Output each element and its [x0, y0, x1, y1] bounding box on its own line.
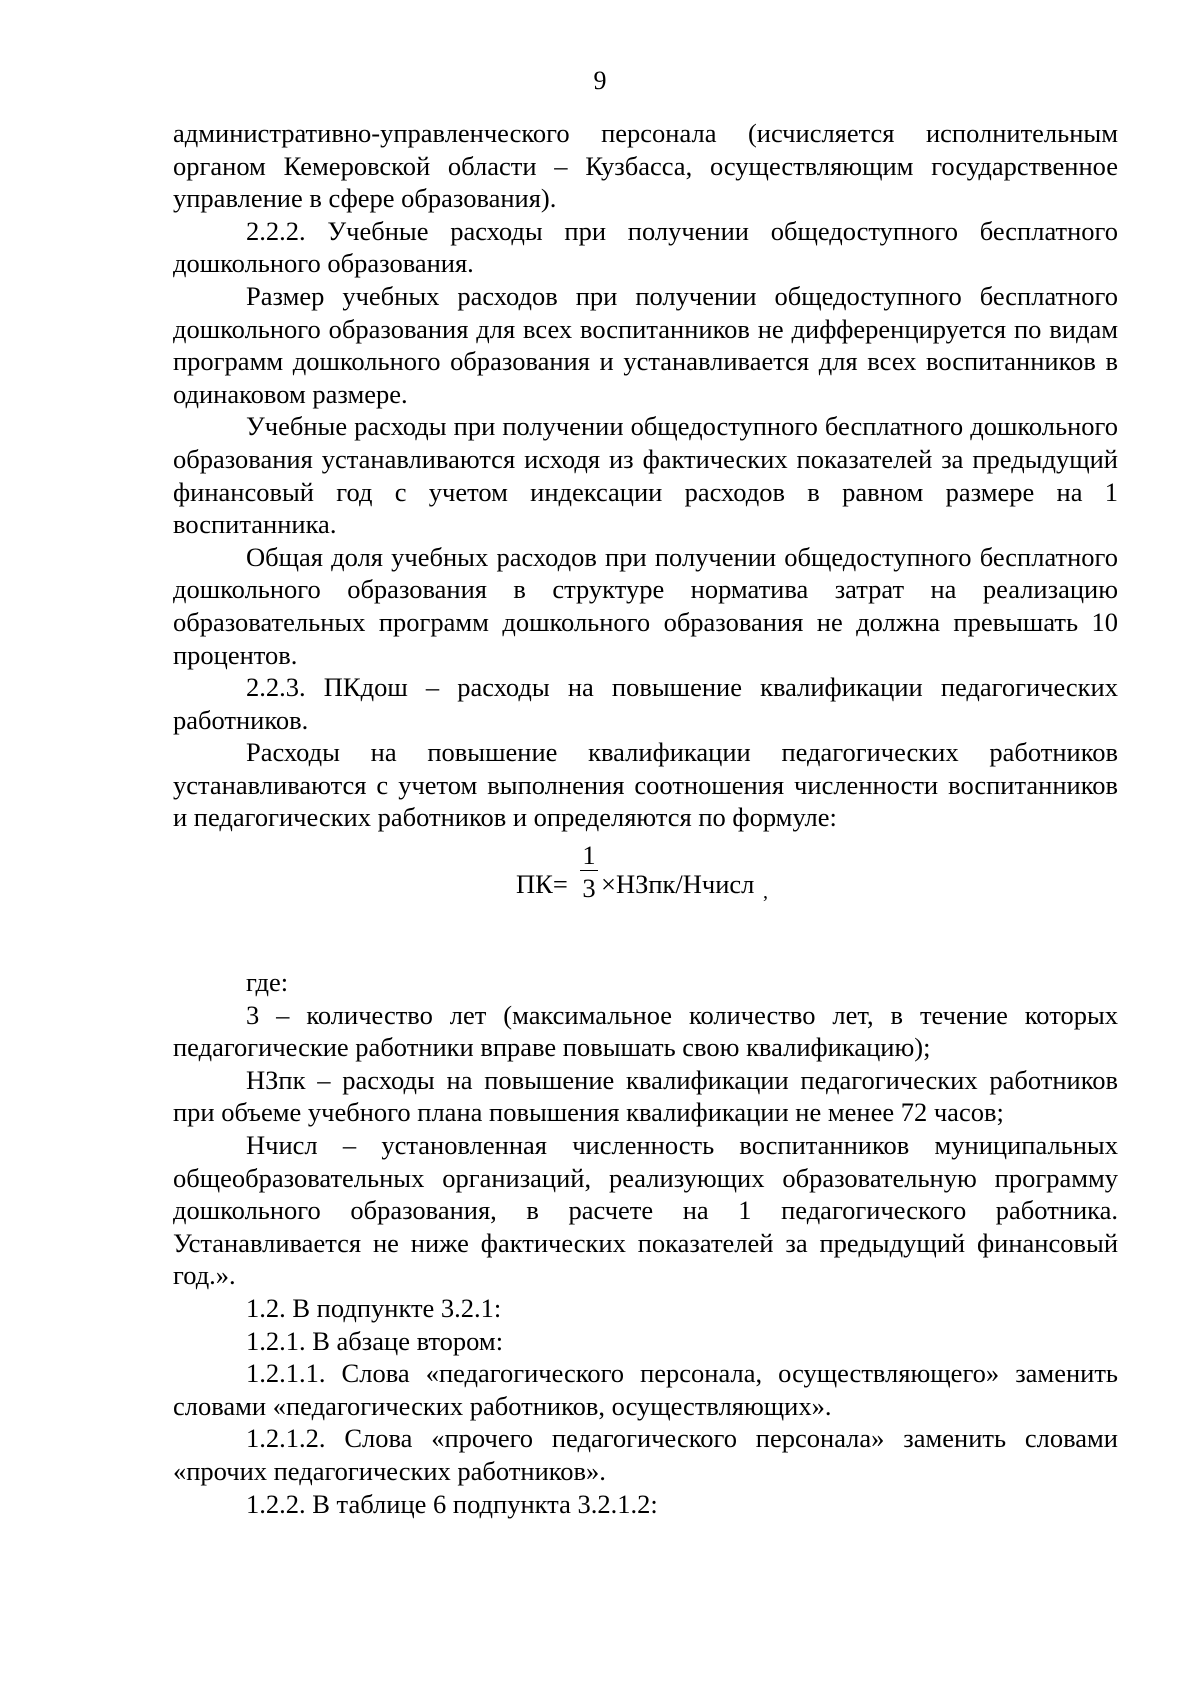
formula-comma: ,	[763, 881, 768, 904]
paragraph: Общая доля учебных расходов при получении общедоступного бесплатного дошкольного образования в структуре норматива затрат на реализацию образовательных программ дошкольного образования не должна превышать 10 процентов.	[173, 541, 1118, 670]
paragraph: 2.2.2. Учебные расходы при получении общедоступного бесплатного дошкольного образования.	[173, 215, 1118, 279]
formula-lhs: ПК=	[516, 869, 568, 900]
paragraph: где:	[246, 967, 289, 998]
paragraph: 1.2.1. В абзаце втором:	[246, 1325, 504, 1356]
paragraph: Размер учебных расходов при получении общедоступного бесплатного дошкольного образования для всех воспитанников не дифференцируется по видам программ дошкольного образования и устанавливается для всех воспитанников в одинаковом размере.	[173, 280, 1118, 409]
formula-numerator: 1	[582, 840, 596, 871]
page-number: 9	[593, 66, 607, 95]
formula-rhs: ×НЗпк/Нчисл	[601, 869, 755, 900]
paragraph: Расходы на повышение квалификации педагогических работников устанавливаются с учетом выполнения соотношения численности воспитанников и педагогических работников и определяются по формуле:	[173, 737, 1118, 833]
formula-fraction	[580, 840, 598, 903]
formula	[173, 834, 1118, 966]
paragraph: НЗпк – расходы на повышение квалификации педагогических работников при объеме учебного плана повышения квалификации не менее 72 часов;	[173, 1064, 1118, 1128]
paragraph: 2.2.3. ПКдош – расходы на повышение квалификации педагогических работников.	[173, 672, 1118, 735]
paragraph: 1.2. В подпункте 3.2.1:	[246, 1293, 502, 1323]
paragraph: административно-управленческого персонала (исчисляется исполнительным органом Кемеровской области – Кузбасса, осуществляющим государственное управление в сфере образования).	[173, 118, 1118, 214]
paragraph: 1.2.2. В таблице 6 подпункта 3.2.1.2:	[246, 1488, 658, 1519]
paragraph: Учебные расходы при получении общедоступного бесплатного дошкольного образования устанавливаются исходя из фактических показателей за предыдущий финансовый год с учетом индексации расходов в равном размере на 1 воспитанника.	[173, 411, 1118, 540]
paragraph: 1.2.1.1. Слова «педагогического персонала, осуществляющего» заменить словами «педагогических работников, осуществляющих».	[173, 1358, 1118, 1421]
fraction-bar	[580, 870, 598, 871]
paragraph: 3 – количество лет (максимальное количество лет, в течение которых педагогические работники вправе повышать свою квалификацию);	[173, 999, 1118, 1063]
paragraph: 1.2.1.2. Слова «прочего педагогического персонала» заменить словами «прочих педагогических работников».	[173, 1423, 1118, 1486]
document-body	[173, 117, 1118, 1520]
formula-denominator: 3	[582, 873, 596, 904]
paragraph: Нчисл – установленная численность воспитанников муниципальных общеобразовательных организаций, реализующих образовательную программу дошкольного образования, в расчете на 1 педагогического работника. Устанавливается не ниже фактических показателей за предыдущий финансовый год.».	[173, 1130, 1118, 1291]
